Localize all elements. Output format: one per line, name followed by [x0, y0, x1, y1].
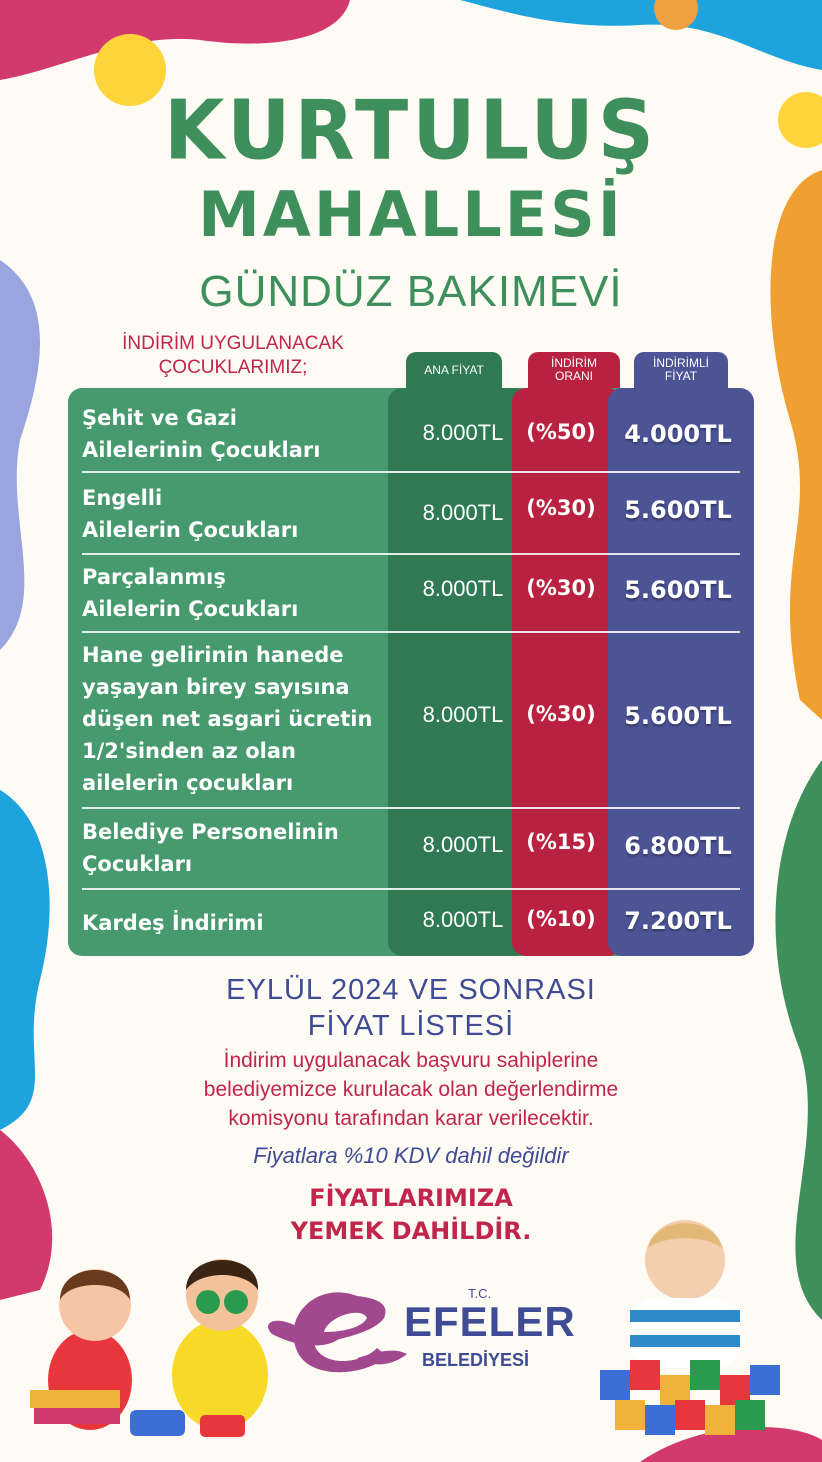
row-label	[82, 478, 387, 550]
note-line-1: İndirim uygulanacak başvuru sahiplerine	[223, 1049, 599, 1072]
discounted-price: 6.800TL	[624, 832, 732, 860]
row-label-line: Parçalanmış	[82, 565, 226, 589]
commission-note	[0, 1046, 822, 1133]
row-label-line: yaşayan birey sayısına	[82, 675, 350, 699]
intro-line-1: İNDİRİM UYGULANACAK	[122, 333, 344, 354]
discount-rate: (%30)	[526, 496, 596, 520]
row-label-line: 1/2'sinden az olan	[82, 739, 296, 763]
header-original-label: ANA FİYAT	[424, 362, 484, 377]
row-label-line: Ailelerin Çocukları	[82, 597, 299, 621]
top-left-pink-blob	[0, 0, 350, 80]
table-row	[82, 478, 740, 550]
title-mahallesi: MAHALLESİ	[198, 178, 624, 251]
row-label-line: Belediye Personelinin	[82, 820, 339, 844]
left-purple-blob	[0, 260, 40, 650]
discount-rate: (%50)	[526, 420, 596, 444]
row-label	[82, 558, 387, 628]
discounted-price: 5.600TL	[624, 702, 732, 730]
meal-line-1: FİYATLARIMIZA	[309, 1184, 513, 1212]
row-label-line: Çocukları	[82, 852, 193, 876]
books-icon	[30, 1390, 120, 1408]
efeler-logo	[262, 1276, 576, 1386]
discount-rate: (%30)	[526, 702, 596, 726]
original-price: 8.000TL	[422, 832, 504, 857]
row-label-line: Hane gelirinin hanede	[82, 643, 344, 667]
original-price: 8.000TL	[422, 907, 504, 932]
discounted-price: 5.600TL	[624, 496, 732, 524]
row-separator	[82, 888, 740, 890]
boy-body	[172, 1320, 268, 1430]
row-separator	[82, 471, 740, 473]
title-kurtulus: KURTULUŞ	[164, 83, 658, 179]
discount-intro	[78, 332, 388, 380]
heading-line-2: FİYAT LİSTESİ	[307, 1010, 515, 1042]
header-final-line-1: İNDİRİMLİ	[652, 356, 709, 370]
title-gunduz-bakimevi: GÜNDÜZ BAKIMEVİ	[199, 267, 623, 316]
efeler-e-mark-icon	[262, 1276, 412, 1386]
row-label	[82, 398, 387, 470]
table-row	[82, 398, 740, 470]
top-right-blue-blob	[460, 0, 822, 70]
right-orange-blob	[770, 170, 822, 720]
discount-rate: (%15)	[526, 830, 596, 854]
logo-belediyesi: BELEDİYESİ	[422, 1350, 530, 1370]
header-discount-rate	[528, 352, 620, 388]
table-row	[82, 812, 740, 884]
row-label-line: Ailelerinin Çocukları	[82, 438, 321, 462]
meal-line-2: YEMEK DAHİLDİR.	[290, 1217, 532, 1245]
original-price: 8.000TL	[422, 500, 504, 525]
row-separator	[82, 807, 740, 809]
discounted-price: 7.200TL	[624, 907, 732, 935]
wooden-blocks-icon	[600, 1360, 780, 1435]
row-label	[82, 812, 387, 884]
row-label-line: Şehit ve Gazi	[82, 406, 237, 430]
row-label-line: Engelli	[82, 486, 163, 510]
row-label-line: ailelerin çocukları	[82, 771, 294, 795]
discount-rate: (%10)	[526, 907, 596, 931]
note-line-2: belediyemizce kurulacak olan değerlendirme	[203, 1078, 619, 1101]
header-rate-line-2: ORANI	[554, 369, 593, 383]
note-line-3: komisyonu tarafından karar verilecektir.	[228, 1107, 594, 1130]
logo-tc: T.C.	[468, 1286, 492, 1301]
binoculars-icon	[196, 1290, 220, 1314]
row-label	[82, 636, 392, 802]
header-original-price	[406, 352, 502, 388]
heading-line-1: EYLÜL 2024 VE SONRASI	[226, 974, 596, 1006]
row-label-line: düşen net asgari ücretin	[82, 707, 373, 731]
intro-line-2: ÇOCUKLARIMIZ;	[158, 357, 308, 378]
header-rate-line-1: İNDİRİM	[551, 356, 597, 370]
original-price: 8.000TL	[422, 702, 504, 727]
discounted-price: 5.600TL	[624, 576, 732, 604]
table-row	[82, 893, 740, 951]
row-label	[82, 893, 387, 953]
row-separator	[82, 631, 740, 633]
table-row	[82, 636, 740, 802]
toddler-shirt	[630, 1298, 740, 1368]
toy-car-icon	[130, 1410, 185, 1436]
row-label-line: Ailelerin Çocukları	[82, 518, 299, 542]
logo-efeler: EFELER	[404, 1298, 576, 1345]
vat-note: Fiyatlara %10 KDV dahil değildir	[253, 1143, 569, 1168]
original-price: 8.000TL	[422, 420, 504, 445]
row-label-line: Kardeş İndirimi	[82, 911, 264, 935]
header-final-line-2: FİYAT	[664, 369, 698, 383]
discount-rate: (%30)	[526, 576, 596, 600]
original-price: 8.000TL	[422, 576, 504, 601]
table-row	[82, 558, 740, 628]
row-separator	[82, 553, 740, 555]
header-discounted-price	[634, 352, 728, 388]
child-with-blocks-illustration	[590, 1210, 790, 1440]
price-list-heading	[0, 972, 822, 1044]
discounted-price: 4.000TL	[624, 420, 732, 448]
